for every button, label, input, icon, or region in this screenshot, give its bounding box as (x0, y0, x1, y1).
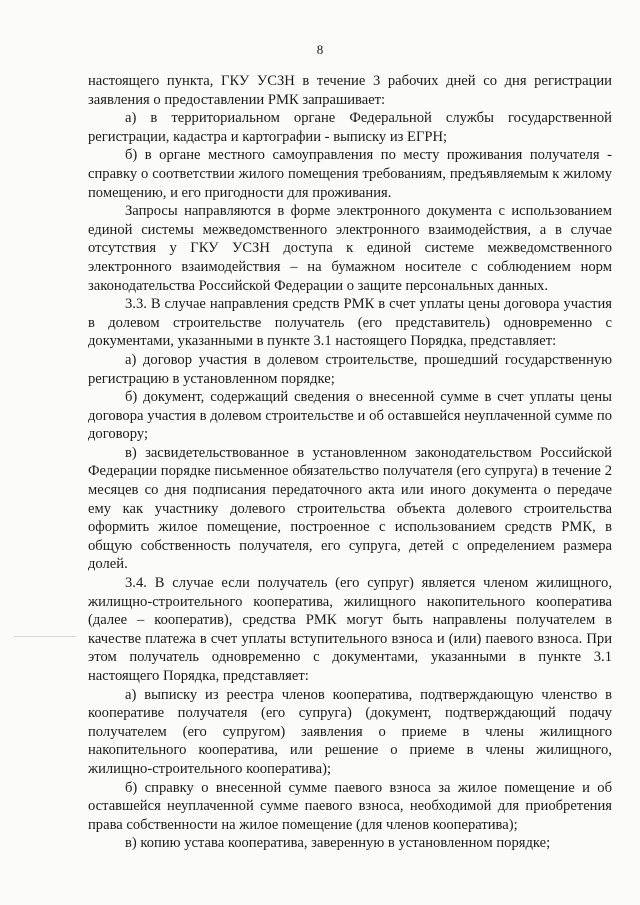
scan-artifact (14, 636, 76, 637)
paragraph-item-a: а) в территориальном органе Федеральной службы государственной регистрации, кадастра и картографии - выписку из ЕГРН; (88, 110, 612, 145)
paragraph-3-4: 3.4. В случае если получатель (его супруг) является членом жилищного, жилищно-строительного кооператива, жилищного накопительного кооператива (далее – кооператив), средства РМК могут быть направлены получателем в качестве платежа в счет уплаты вступительного взноса и (или) паевого взноса. При этом получатель одновременно с документами, указанными в пункте 3.1 настоящего Порядка, представляет: (88, 575, 612, 684)
paragraph-3-3-item-b: б) документ, содержащий сведения о внесенной сумме в счет уплаты цены договора участия в долевом строительстве и об оставшейся неуплаченной сумме по договору; (88, 389, 612, 443)
page-number: 8 (316, 42, 324, 57)
paragraph-3-3: 3.3. В случае направления средств РМК в счет уплаты цены договора участия в долевом строительстве получатель (его представитель) одновременно с документами, указанными в пункте 3.1 настоящего Порядка, представляет: (88, 296, 612, 350)
document-body (88, 72, 612, 853)
paragraph-3-3-item-a: а) договор участия в долевом строительстве, прошедший государственную регистрацию в установленном порядке; (88, 351, 612, 387)
paragraph-3-3-item-c: в) засвидетельствованное в установленном законодательством Российской Федерации порядке письменное обязательство получателя (его супруга) в течение 2 месяцев со дня подписания передаточного акта или иного документа о передаче ему как участнику долевого строительства объекта долевого строительства оформить жилое помещение, построенное с использованием средств РМК, в общую собственность получателя, его супруга, детей с определением размера долей. (88, 444, 612, 573)
paragraph-requests: Запросы направляются в форме электронного документа с использованием единой системы межведомственного электронного взаимодействия, а в случае отсутствия у ГКУ УСЗН доступа к единой системе межведомственного электронного взаимодействия – на бумажном носителе с соблюдением норм законодательства Российской Федерации о защите персональных данных. (88, 203, 612, 294)
paragraph-continuation: настоящего пункта, ГКУ УСЗН в течение 3 рабочих дней со дня регистрации заявления о предоставлении РМК запрашивает: (88, 73, 612, 108)
paragraph-3-4-item-b: б) справку о внесенной сумме паевого взноса за жилое помещение и об оставшейся неуплаченной сумме паевого взноса, необходимой для приобретения права собственности на жилое помещение (для членов кооператива); (88, 779, 612, 833)
paragraph-item-b: б) в органе местного самоуправления по месту проживания получателя - справку о соответствии жилого помещения требованиям, предъявляемым к жилому помещению, и его пригодности для проживания. (88, 147, 612, 201)
paragraph-3-4-item-a: а) выписку из реестра членов кооператива, подтверждающую членство в кооперативе получателя (его супруга) (документ, подтверждающий подачу получателем (его супругом) заявления о приеме в члены жилищного накопительного кооператива, или решение о приеме в члены жилищного, жилищно-строительного кооператива); (88, 686, 612, 777)
paragraph-3-4-item-c: в) копию устава кооператива, заверенную в установленном порядке; (125, 835, 551, 852)
